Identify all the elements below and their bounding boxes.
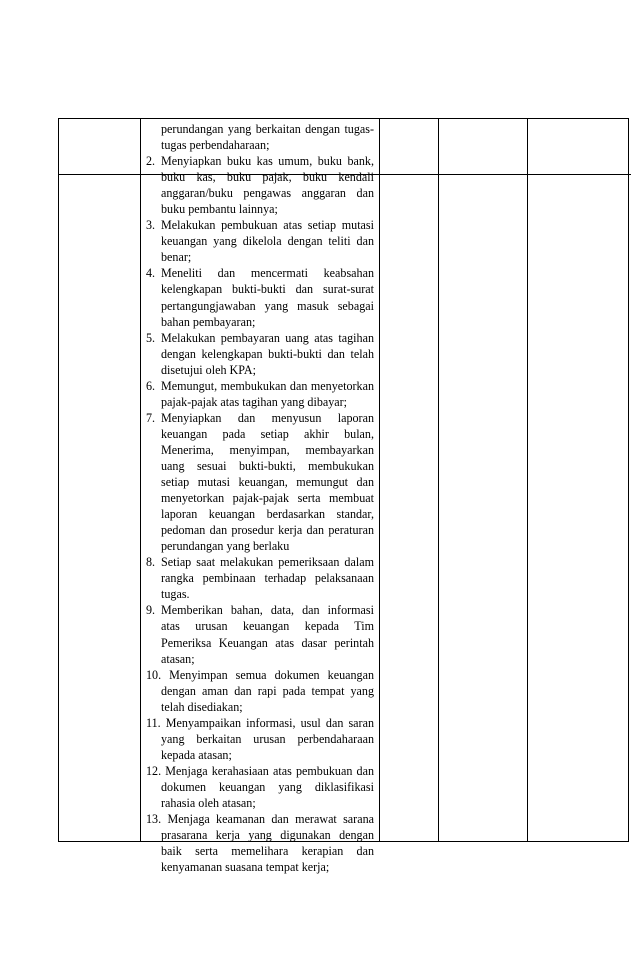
table-left-border — [58, 118, 59, 842]
list-item — [146, 330, 374, 378]
list-item-number: 11. — [146, 715, 161, 730]
table-top-border — [58, 118, 629, 119]
list-item-number: 12. — [146, 763, 162, 778]
table-right-border — [628, 118, 629, 842]
list-item-number: 3. — [146, 218, 156, 233]
list-item — [146, 217, 374, 265]
list-item — [146, 410, 374, 554]
list-item-text: Menyiapkan buku kas umum, buku bank, buku kas, buku pajak, buku kendali anggaran/buku pengawas anggaran dan buku pembantu lainnya; — [161, 154, 374, 217]
list-item — [146, 763, 374, 811]
list-item-text: Memberikan bahan, data, dan informasi atas urusan keuangan kepada Tim Pemeriksa Keuangan atas dasar perintah atasan; — [161, 603, 374, 666]
list-item — [146, 153, 374, 217]
list-item-text: Menyimpan semua dokumen keuangan dengan aman dan rapi pada tempat yang telah disediakan; — [161, 667, 374, 714]
column-divider-1 — [140, 118, 141, 842]
list-item-number: 4. — [146, 266, 156, 281]
list-item-number: 9. — [146, 603, 156, 618]
list-item-number: 8. — [146, 555, 156, 570]
list-item-text: Meneliti dan mencermati keabsahan kelengkapan bukti-bukti dan surat-surat pertangungjawaban yang masuk sebagai bahan pembayaran; — [161, 266, 374, 329]
list-item — [146, 378, 374, 410]
list-item-text: Menyiapkan dan menyusun laporan keuangan pada setiap akhir bulan, Menerima, menyimpan, membayarkan uang sesuai bukti-bukti, membukukan setiap mutasi keuangan, memungut dan menyetorkan pajak-pajak serta membuat laporan keuangan berdasarkan standar, pedoman dan prosedur kerja dan peraturan perundangan yang berlaku — [161, 410, 374, 554]
column-divider-2 — [379, 118, 380, 842]
list-item-number: 2. — [146, 154, 156, 169]
list-item — [146, 265, 374, 329]
column-divider-4 — [527, 118, 528, 842]
list-item-number: 6. — [146, 378, 156, 393]
list-item-number: 7. — [146, 410, 156, 425]
task-description-cell — [146, 121, 374, 875]
list-item-text: Menjaga keamanan dan merawat sarana prasarana kerja yang digunakan dengan baik serta memelihara kerapian dan kenyamanan suasana tempat kerja; — [161, 812, 374, 875]
list-item-text: Setiap saat melakukan pemeriksaan dalam rangka pembinaan terhadap pelaksanaan tugas. — [161, 555, 374, 602]
list-item-number: 10. — [146, 667, 162, 682]
list-item-text: Memungut, membukukan dan menyetorkan pajak-pajak atas tagihan yang dibayar; — [161, 378, 374, 409]
list-item — [146, 602, 374, 666]
list-item-text: Melakukan pembukuan atas setiap mutasi keuangan yang dikelola dengan teliti dan benar; — [161, 218, 374, 265]
list-item-number: 5. — [146, 330, 156, 345]
intro-continuation — [146, 121, 374, 153]
list-item — [146, 715, 374, 763]
list-item-text: Menjaga kerahasiaan atas pembukuan dan dokumen keuangan yang diklasifikasi rahasia oleh atasan; — [161, 763, 374, 810]
intro-text: perundangan yang berkaitan dengan tugas-tugas perbendaharaan; — [161, 122, 374, 153]
column-divider-3 — [438, 118, 439, 842]
list-item — [146, 667, 374, 715]
list-item-text: Melakukan pembayaran uang atas tagihan dengan kelengkapan bukti-bukti dan telah disetujui oleh KPA; — [161, 330, 374, 377]
list-item — [146, 811, 374, 875]
list-item-text: Menyampaikan informasi, usul dan saran yang berkaitan urusan perbendaharaan kepada atasan; — [161, 715, 374, 762]
list-item-number: 13. — [146, 812, 162, 827]
list-item — [146, 554, 374, 602]
